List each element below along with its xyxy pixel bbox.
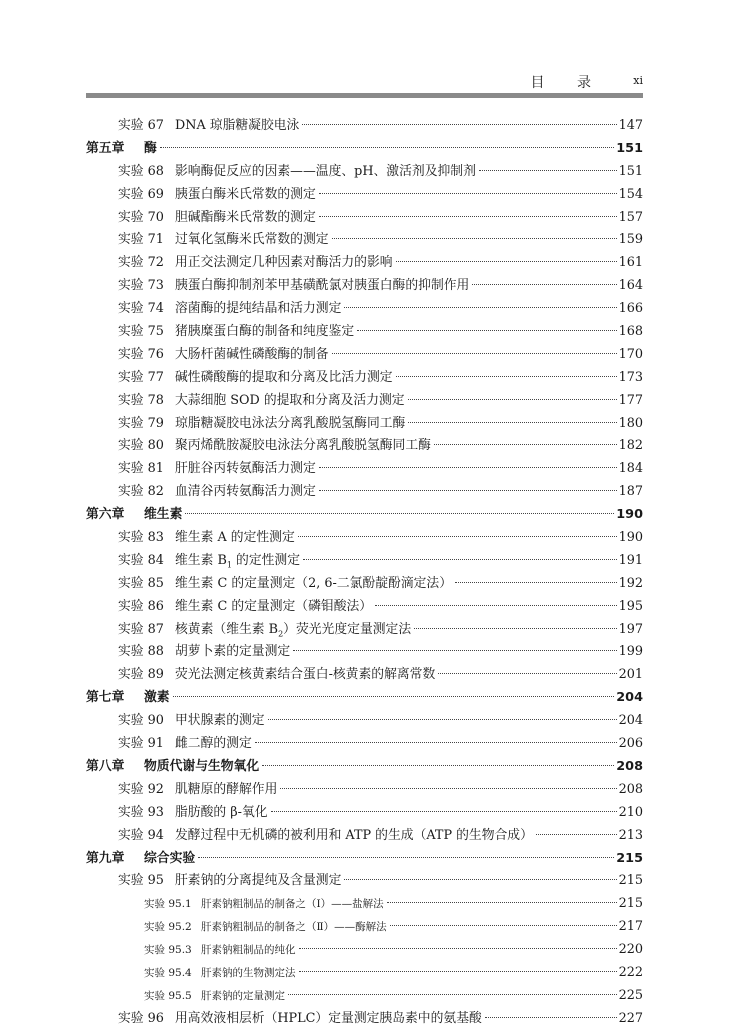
entry-title-text: 维生素	[144, 507, 183, 523]
entry-page-number: 182	[618, 438, 643, 454]
entry-page-number: 192	[618, 575, 643, 591]
entry-title-text: 胰蛋白酶抑制剂苯甲基磺酰氯对胰蛋白酶的抑制作用	[175, 278, 470, 294]
dot-leader	[414, 628, 616, 629]
entry-title-subscript: 1	[226, 560, 232, 570]
entry-title	[175, 1008, 482, 1031]
toc-experiment-entry[interactable]	[86, 161, 643, 184]
entry-title	[175, 527, 295, 550]
entry-number: 实验 81	[118, 461, 164, 477]
toc-experiment-entry[interactable]	[86, 550, 643, 573]
dot-leader	[390, 925, 617, 926]
dot-leader	[160, 147, 614, 148]
dot-leader	[387, 902, 617, 903]
entry-number: 实验 95	[118, 873, 164, 889]
header-title: 目 录	[530, 75, 605, 91]
entry-title	[175, 184, 316, 207]
entry-title	[144, 138, 157, 161]
entry-title-subscript: 2	[278, 629, 284, 639]
toc-experiment-entry[interactable]	[86, 779, 643, 802]
entry-page-number: 166	[618, 301, 643, 317]
entry-title	[201, 893, 384, 916]
toc-chapter-entry[interactable]	[86, 756, 643, 779]
entry-title-text: DNA 琼脂糖凝胶电泳	[175, 118, 300, 133]
dot-leader	[268, 719, 617, 720]
entry-number: 实验 90	[118, 713, 164, 729]
dot-leader	[173, 696, 615, 697]
toc-experiment-entry[interactable]	[86, 115, 643, 138]
dot-leader	[472, 284, 616, 285]
dot-leader	[299, 948, 617, 949]
entry-title-text: 物质代谢与生物氧化	[144, 758, 260, 774]
entry-number: 实验 85	[118, 575, 164, 591]
dot-leader	[536, 834, 617, 835]
entry-page-number: 187	[618, 484, 643, 500]
entry-title	[175, 481, 316, 504]
entry-number: 实验 95.1	[144, 898, 192, 911]
toc-experiment-entry[interactable]	[86, 664, 643, 687]
entry-number: 实验 95.3	[144, 944, 192, 957]
toc-experiment-entry[interactable]	[86, 481, 643, 504]
toc-subsection-entry[interactable]	[86, 893, 643, 916]
entry-number: 第七章	[86, 690, 125, 706]
entry-title-text: 激素	[144, 690, 170, 706]
entry-title-text: 发酵过程中无机磷的被利用和 ATP 的生成（ATP 的生物合成）	[175, 827, 533, 843]
entry-page-number: 208	[616, 758, 643, 774]
entry-number: 实验 70	[118, 209, 164, 225]
entry-title	[175, 115, 299, 138]
entry-page-number: 151	[618, 163, 643, 179]
entry-page-number: 184	[618, 461, 643, 477]
entry-title	[175, 710, 265, 733]
header-rule	[86, 93, 643, 98]
entry-page-number: 177	[618, 392, 643, 408]
entry-title-text: 维生素 C 的定量测定（磷钼酸法）	[175, 598, 373, 614]
toc-experiment-entry[interactable]	[86, 802, 643, 825]
dot-leader	[255, 742, 617, 743]
entry-number: 实验 78	[118, 392, 164, 408]
dot-leader	[319, 193, 617, 194]
toc-experiment-entry[interactable]	[86, 710, 643, 733]
entry-page-number: 195	[618, 598, 643, 614]
entry-title	[144, 687, 170, 710]
entry-title-text: 雌二醇的测定	[175, 736, 252, 752]
toc-experiment-entry[interactable]	[86, 252, 643, 275]
header-page-number: xi	[633, 74, 643, 87]
entry-title-text-after: ）荧光光度定量测定法	[283, 621, 412, 637]
entry-page-number: 170	[618, 346, 643, 362]
toc-experiment-entry[interactable]	[86, 435, 643, 458]
toc-subsection-entry[interactable]	[86, 916, 643, 939]
entry-number: 实验 95.5	[144, 989, 192, 1002]
entry-page-number: 159	[618, 232, 643, 248]
entry-title-text: 脂肪酸的 β-氧化	[175, 804, 268, 820]
dot-leader	[288, 994, 617, 995]
entry-number: 实验 72	[118, 255, 164, 271]
toc-experiment-entry[interactable]	[86, 184, 643, 207]
entry-page-number: 190	[616, 507, 643, 523]
toc-subsection-entry[interactable]	[86, 962, 643, 985]
entry-page-number: 197	[618, 621, 643, 637]
entry-page-number: 190	[618, 530, 643, 546]
toc-experiment-entry[interactable]	[86, 367, 643, 390]
entry-title	[175, 367, 393, 390]
dot-leader	[303, 559, 617, 560]
entry-page-number: 161	[618, 255, 643, 271]
toc-experiment-entry[interactable]	[86, 596, 643, 619]
entry-number: 实验 71	[118, 232, 164, 248]
entry-number: 实验 95.4	[144, 966, 192, 979]
entry-title-text: 肌糖原的酵解作用	[175, 781, 278, 797]
entry-title-text: 胡萝卜素的定量测定	[175, 644, 291, 660]
entry-number: 第八章	[86, 758, 125, 774]
entry-title-text: 综合实验	[144, 850, 196, 866]
toc-chapter-entry[interactable]	[86, 138, 643, 161]
entry-title	[201, 962, 296, 985]
entry-number: 实验 77	[118, 369, 164, 385]
dot-leader	[485, 1017, 617, 1018]
entry-title-text: 血清谷丙转氨酶活力测定	[175, 484, 316, 500]
dot-leader	[438, 673, 616, 674]
toc-experiment-entry[interactable]	[86, 1008, 643, 1031]
entry-number: 实验 92	[118, 781, 164, 797]
entry-page-number: 201	[618, 667, 643, 683]
entry-number: 实验 82	[118, 484, 164, 500]
entry-page-number: 217	[618, 919, 643, 935]
entry-title-text: 大蒜细胞 SOD 的提取和分离及活力测定	[175, 392, 405, 408]
entry-title-text: 肝脏谷丙转氨酶活力测定	[175, 461, 316, 477]
entry-page-number: 173	[618, 369, 643, 385]
entry-number: 实验 87	[118, 621, 164, 637]
entry-title	[144, 848, 195, 871]
entry-title	[175, 825, 533, 848]
entry-title	[175, 550, 300, 573]
entry-page-number: 164	[618, 278, 643, 294]
entry-title-text: 肝素钠的分离提纯及含量测定	[175, 873, 342, 889]
dot-leader	[479, 170, 617, 171]
dot-leader	[344, 879, 616, 880]
entry-title-text: 维生素 B	[175, 552, 227, 568]
entry-page-number: 206	[618, 736, 643, 752]
toc-experiment-entry[interactable]	[86, 733, 643, 756]
entry-page-number: 215	[618, 873, 643, 889]
dot-leader	[375, 605, 616, 606]
entry-title-text: 用高效液相层析（HPLC）定量测定胰岛素中的氨基酸	[175, 1010, 482, 1026]
entry-title	[201, 985, 285, 1008]
toc-experiment-entry[interactable]	[86, 344, 643, 367]
toc-experiment-entry[interactable]	[86, 413, 643, 436]
entry-page-number: 168	[618, 324, 643, 340]
dot-leader	[319, 216, 617, 217]
entry-title	[175, 641, 290, 664]
entry-page-number: 154	[618, 186, 643, 202]
dot-leader	[332, 353, 617, 354]
entry-title	[175, 298, 341, 321]
table-of-contents	[86, 115, 643, 1031]
entry-number: 实验 93	[118, 804, 164, 820]
entry-title-text: 溶菌酶的提纯结晶和活力测定	[175, 301, 342, 317]
entry-title	[175, 619, 411, 642]
toc-experiment-entry[interactable]	[86, 458, 643, 481]
toc-chapter-entry[interactable]	[86, 848, 643, 871]
dot-leader	[408, 399, 617, 400]
toc-experiment-entry[interactable]	[86, 573, 643, 596]
toc-experiment-entry[interactable]	[86, 870, 643, 893]
entry-page-number: 208	[618, 781, 643, 797]
dot-leader	[455, 582, 617, 583]
dot-leader	[302, 124, 616, 125]
entry-page-number: 222	[618, 964, 643, 980]
entry-page-number: 147	[618, 118, 643, 133]
entry-page-number: 227	[618, 1010, 643, 1026]
entry-title	[175, 229, 329, 252]
entry-title-text: 大肠杆菌碱性磷酸酶的制备	[175, 346, 329, 362]
toc-experiment-entry[interactable]	[86, 390, 643, 413]
entry-title-text: 过氧化氢酶米氏常数的测定	[175, 232, 329, 248]
toc-experiment-entry[interactable]	[86, 207, 643, 230]
entry-page-number: 213	[618, 827, 643, 843]
entry-number: 第九章	[86, 850, 125, 866]
entry-number: 实验 84	[118, 552, 164, 568]
entry-title-text: 琼脂糖凝胶电泳法分离乳酸脱氢酶同工酶	[175, 415, 406, 431]
entry-title	[175, 870, 341, 893]
dot-leader	[319, 490, 617, 491]
entry-title	[175, 344, 329, 367]
toc-subsection-entry[interactable]	[86, 985, 643, 1008]
entry-title	[175, 435, 431, 458]
entry-title-text: 碱性磷酸酶的提取和分离及比活力测定	[175, 369, 393, 385]
entry-title-text: 肝素钠的生物测定法	[201, 966, 296, 979]
entry-title	[201, 916, 387, 939]
toc-experiment-entry[interactable]	[86, 619, 643, 642]
entry-title-text: 维生素 C 的定量测定（2, 6-二氯酚靛酚滴定法）	[175, 575, 453, 591]
dot-leader	[298, 536, 617, 537]
entry-title	[175, 664, 435, 687]
entry-title	[144, 504, 182, 527]
dot-leader	[344, 307, 616, 308]
entry-number: 实验 76	[118, 346, 164, 362]
entry-title-text: 聚丙烯酰胺凝胶电泳法分离乳酸脱氢酶同工酶	[175, 438, 431, 454]
entry-title-text: 肝素钠粗制品的制备之（Ⅰ）——盐解法	[201, 898, 384, 911]
toc-experiment-entry[interactable]	[86, 641, 643, 664]
entry-number: 实验 80	[118, 438, 164, 454]
entry-page-number: 225	[618, 987, 643, 1003]
dot-leader	[434, 444, 617, 445]
entry-title	[175, 161, 476, 184]
toc-chapter-entry[interactable]	[86, 687, 643, 710]
entry-title-text: 肝素钠粗制品的纯化	[201, 944, 296, 957]
dot-leader	[332, 238, 617, 239]
entry-title-text: 猪胰糜蛋白酶的制备和纯度鉴定	[175, 324, 355, 340]
entry-number: 实验 73	[118, 278, 164, 294]
entry-title-text: 肝素钠粗制品的制备之（Ⅱ）——酶解法	[201, 921, 387, 934]
entry-page-number: 199	[618, 644, 643, 660]
entry-title	[175, 573, 452, 596]
dot-leader	[185, 513, 614, 514]
entry-number: 实验 89	[118, 667, 164, 683]
entry-number: 实验 88	[118, 644, 164, 660]
toc-experiment-entry[interactable]	[86, 825, 643, 848]
entry-title	[175, 458, 316, 481]
entry-page-number: 215	[616, 850, 643, 866]
entry-number: 实验 83	[118, 530, 164, 546]
entry-page-number: 151	[616, 140, 643, 156]
entry-number: 实验 86	[118, 598, 164, 614]
entry-number: 第五章	[86, 140, 125, 156]
toc-experiment-entry[interactable]	[86, 321, 643, 344]
entry-number: 实验 96	[118, 1010, 164, 1026]
entry-page-number: 215	[618, 896, 643, 912]
entry-title	[175, 207, 316, 230]
entry-number: 实验 68	[118, 163, 164, 179]
entry-title	[175, 779, 277, 802]
entry-title-text: 酶	[144, 140, 157, 156]
entry-title	[175, 252, 393, 275]
entry-title	[175, 733, 252, 756]
toc-subsection-entry[interactable]	[86, 939, 643, 962]
entry-title-text: 胰蛋白酶米氏常数的测定	[175, 186, 316, 202]
entry-title-text: 维生素 A 的定性测定	[175, 530, 295, 546]
entry-number: 实验 91	[118, 736, 164, 752]
entry-title-text-after: 的定性测定	[231, 552, 301, 568]
dot-leader	[357, 330, 616, 331]
entry-page-number: 220	[618, 942, 643, 958]
dot-leader	[198, 857, 614, 858]
entry-title-text: 荧光法测定核黄素结合蛋白-核黄素的解离常数	[175, 667, 436, 683]
entry-page-number: 157	[618, 209, 643, 225]
toc-experiment-entry[interactable]	[86, 275, 643, 298]
entry-number: 实验 67	[118, 118, 164, 133]
entry-page-number: 180	[618, 415, 643, 431]
entry-title-text: 甲状腺素的测定	[175, 713, 265, 729]
entry-title	[175, 321, 354, 344]
toc-experiment-entry[interactable]	[86, 229, 643, 252]
toc-experiment-entry[interactable]	[86, 298, 643, 321]
entry-page-number: 204	[616, 690, 643, 706]
entry-title	[175, 390, 405, 413]
dot-leader	[293, 650, 616, 651]
entry-title	[175, 802, 268, 825]
entry-title	[175, 275, 469, 298]
toc-experiment-entry[interactable]	[86, 527, 643, 550]
entry-number: 实验 74	[118, 301, 164, 317]
entry-number: 实验 69	[118, 186, 164, 202]
dot-leader	[271, 811, 617, 812]
entry-title-text: 肝素钠的定量测定	[201, 989, 285, 1002]
entry-title-text: 胆碱酯酶米氏常数的测定	[175, 209, 316, 225]
dot-leader	[396, 261, 617, 262]
dot-leader	[262, 765, 614, 766]
entry-number: 实验 94	[118, 827, 164, 843]
entry-title	[175, 596, 372, 619]
entry-page-number: 191	[618, 552, 643, 568]
entry-number: 第六章	[86, 507, 125, 523]
dot-leader	[319, 467, 617, 468]
entry-number: 实验 79	[118, 415, 164, 431]
dot-leader	[299, 971, 617, 972]
entry-number: 实验 95.2	[144, 921, 192, 934]
entry-title-text: 用正交法测定几种因素对酶活力的影响	[175, 255, 393, 271]
dot-leader	[280, 788, 616, 789]
entry-title	[201, 939, 296, 962]
dot-leader	[408, 422, 616, 423]
entry-title-text: 核黄素（维生素 B	[175, 621, 279, 637]
toc-chapter-entry[interactable]	[86, 504, 643, 527]
entry-title	[144, 756, 259, 779]
entry-title-text: 影响酶促反应的因素——温度、pH、激活剂及抑制剂	[175, 163, 476, 179]
dot-leader	[396, 376, 617, 377]
entry-title	[175, 413, 405, 436]
entry-page-number: 204	[618, 713, 643, 729]
running-header	[86, 72, 643, 92]
entry-number: 实验 75	[118, 324, 164, 340]
entry-page-number: 210	[618, 804, 643, 820]
